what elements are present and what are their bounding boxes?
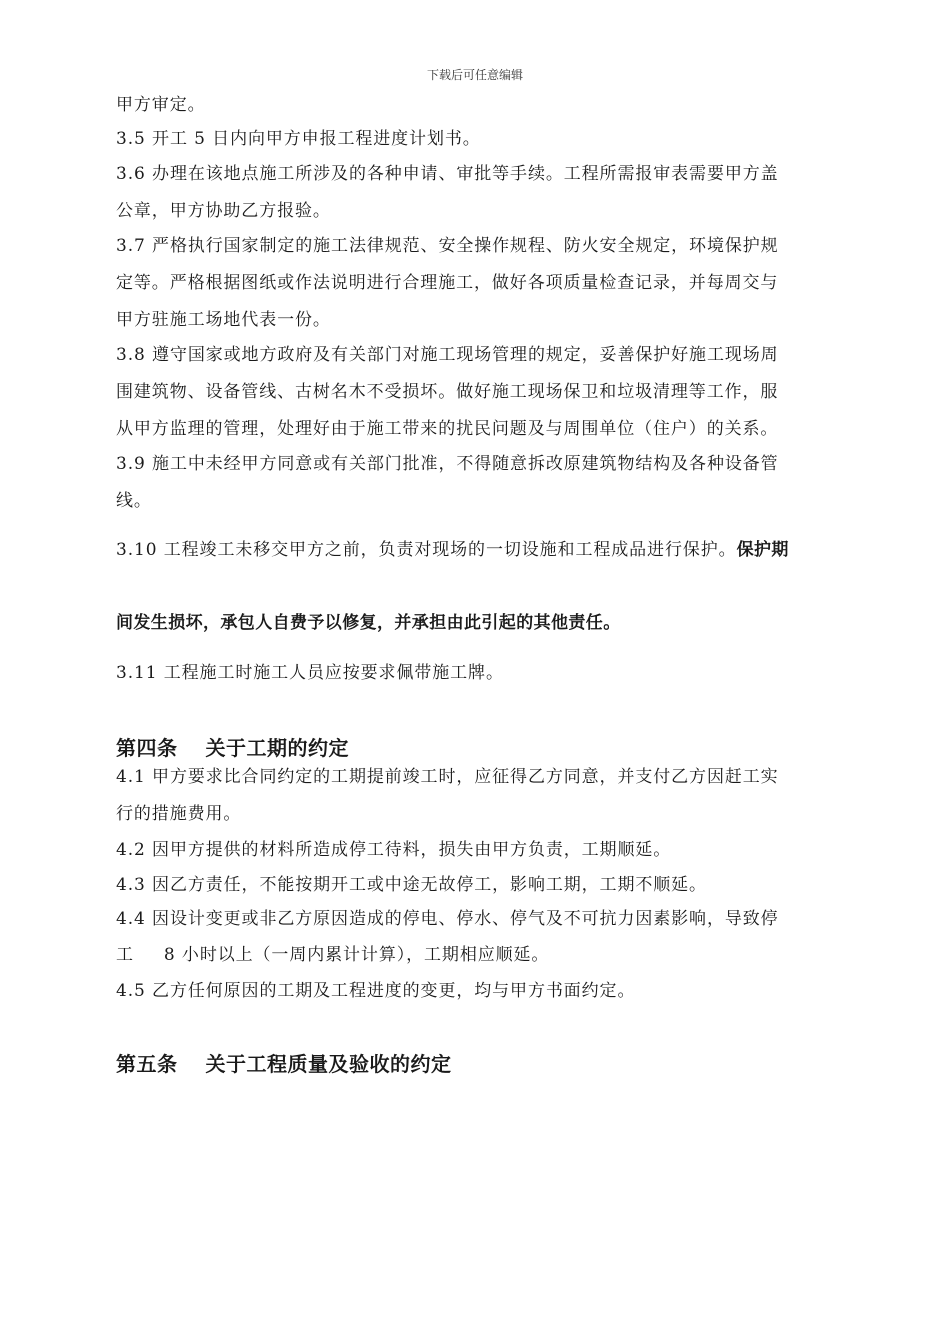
text-line-13-bold: 保护期 — [736, 540, 789, 560]
text-line-21 — [116, 947, 549, 964]
text-line-9: 围建筑物、设备管线、古树名木不受损坏。做好施工现场保卫和垃圾清理等工作，服 — [116, 382, 779, 402]
text-line-3: 3.6 办理在该地点施工所涉及的各种申请、审批等手续。工程所需报审表需要甲方盖 — [116, 164, 779, 184]
text-line-15: 3.11 工程施工时施工人员应按要求佩带施工牌。 — [116, 663, 504, 683]
article-4-heading — [116, 732, 349, 761]
article-5-number: 第五条 — [116, 1052, 178, 1076]
text-line-21-start: 工 — [116, 945, 134, 965]
text-line-6: 定等。严格根据图纸或作法说明进行合理施工，做好各项质量检查记录，并每周交与 — [116, 273, 779, 293]
text-line-22: 4.5 乙方任何原因的工期及工程进度的变更，均与甲方书面约定。 — [116, 981, 636, 1001]
text-line-16: 4.1 甲方要求比合同约定的工期提前竣工时，应征得乙方同意，并支付乙方因赶工实 — [116, 767, 779, 787]
text-line-12: 线。 — [116, 491, 152, 511]
text-line-2: 3.5 开工 5 日内向甲方申报工程进度计划书。 — [116, 129, 481, 149]
article-4-title: 关于工期的约定 — [205, 736, 349, 760]
text-line-20: 4.4 因设计变更或非乙方原因造成的停电、停水、停气及不可抗力因素影响，导致停 — [116, 909, 779, 929]
text-line-8: 3.8 遵守国家或地方政府及有关部门对施工现场管理的规定，妥善保护好施工现场周 — [116, 345, 779, 365]
text-line-5: 3.7 严格执行国家制定的施工法律规范、安全操作规程、防火安全规定，环境保护规 — [116, 236, 779, 256]
article-5-heading — [116, 1048, 452, 1077]
text-line-13 — [116, 542, 789, 559]
text-line-10: 从甲方监理的管理，处理好由于施工带来的扰民问题及与周围单位（住户）的关系。 — [116, 419, 779, 439]
text-line-1: 甲方审定。 — [116, 95, 206, 115]
text-line-13-main: 3.10 工程竣工未移交甲方之前，负责对现场的一切设施和工程成品进行保护。 — [116, 540, 737, 560]
text-line-11: 3.9 施工中未经甲方同意或有关部门批准，不得随意拆改原建筑物结构及各种设备管 — [116, 454, 779, 474]
article-4-number: 第四条 — [116, 736, 178, 760]
text-line-7: 甲方驻施工场地代表一份。 — [116, 310, 331, 330]
text-line-14-bold: 间发生损坏，承包人自费予以修复，并承担由此引起的其他责任。 — [116, 613, 621, 633]
text-line-19: 4.3 因乙方责任，不能按期开工或中途无故停工，影响工期，工期不顺延。 — [116, 875, 707, 895]
text-line-21-rest: 8 小时以上（一周内累计计算），工期相应顺延。 — [163, 945, 550, 965]
header-note: 下载后可任意编辑 — [426, 68, 523, 82]
article-5-title: 关于工程质量及验收的约定 — [205, 1052, 452, 1076]
text-line-17: 行的措施费用。 — [116, 804, 242, 824]
text-line-18: 4.2 因甲方提供的材料所造成停工待料，损失由甲方负责，工期顺延。 — [116, 840, 672, 860]
text-line-4: 公章，甲方协助乙方报验。 — [116, 201, 331, 221]
